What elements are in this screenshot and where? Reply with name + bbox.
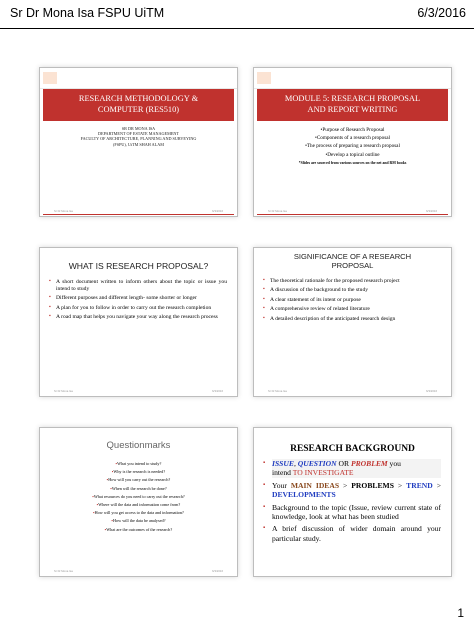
page-header bbox=[0, 0, 474, 29]
list-item: ▪ A discussion of the background to the study bbox=[270, 287, 441, 294]
list-item: ▪ Where will the data and information come from? bbox=[46, 501, 231, 509]
header-author: Sr Dr Mona Isa FSPU UiTM bbox=[10, 6, 165, 20]
slide-title: WHAT IS RESEARCH PROPOSAL? bbox=[68, 261, 209, 271]
list-item: ▪ Your MAIN IDEAS > PROBLEMS > TREND > DEVELOPMENTS bbox=[272, 481, 441, 500]
slide-bullet-list bbox=[46, 460, 231, 534]
slide-footer-author: Sr Dr Mona Isa bbox=[54, 389, 73, 393]
slide-title: RESEARCH METHODOLOGY & COMPUTER (RES510) bbox=[43, 89, 234, 121]
slide-note: *Slides are sourced from various sources on the net and RM books bbox=[298, 160, 407, 165]
list-item: ▪ ISSUE, QUESTION OR PROBLEM you intend TO INVESTIGATE bbox=[272, 459, 441, 478]
slide-6-thumbnail[interactable] bbox=[254, 428, 451, 576]
list-item: •Develop a topical outline bbox=[325, 151, 380, 158]
slide-footer-author: Sr Dr Mona Isa bbox=[268, 389, 287, 393]
slide-title: RESEARCH BACKGROUND bbox=[290, 444, 415, 454]
list-item: ▪ How will you get access to the data and information? bbox=[46, 509, 231, 517]
slide-1-thumbnail[interactable] bbox=[40, 68, 237, 216]
list-item: ▪ A detailed description of the anticipated research design bbox=[270, 316, 441, 323]
list-item: ▪ A comprehensive review of related literature bbox=[270, 306, 441, 313]
slide-footer-date: 6/3/2016 bbox=[212, 209, 223, 213]
list-item: ▪ How will the data be analysed? bbox=[46, 517, 231, 525]
slide-bullet-list bbox=[270, 278, 441, 325]
slide-decoration bbox=[257, 72, 271, 84]
list-item: •The process of preparing a research proposal bbox=[305, 143, 400, 150]
list-item: ▪ What are the outcomes of the research? bbox=[46, 526, 231, 534]
slide-4-thumbnail[interactable] bbox=[254, 248, 451, 396]
slide-2-thumbnail[interactable] bbox=[254, 68, 451, 216]
list-item: ▪ How will you carry out the research? bbox=[46, 476, 231, 484]
slide-title: MODULE 5: RESEARCH PROPOSAL AND REPORT WRITING bbox=[257, 89, 448, 121]
slide-5-thumbnail[interactable] bbox=[40, 428, 237, 576]
list-item: •Purpose of Research Proposal bbox=[320, 127, 385, 133]
list-item: •Components of a research proposal bbox=[315, 135, 390, 142]
page-number: 1 bbox=[457, 606, 464, 620]
header-date: 6/3/2016 bbox=[417, 6, 466, 20]
list-item: ▪ A short document written to inform others about the topic or issue you intend to study bbox=[56, 279, 227, 293]
slide-subtitle: SR DR MONA ISA DEPARTMENT OF ESTATE MANAGEMENT FACULTY OF ARCHITECTURE, PLANNING AND SURVEYING (FSPU), UiTM SHAH ALAM bbox=[80, 126, 197, 147]
slide-footer-date: 6/3/2016 bbox=[426, 209, 437, 213]
slide-footer-date: 6/3/2016 bbox=[426, 389, 437, 393]
list-item: ▪ A road map that helps you navigate your way along the research process bbox=[56, 314, 227, 321]
slide-footer-author: Sr Dr Mona Isa bbox=[268, 209, 287, 213]
slide-title: SIGNIFICANCE OF A RESEARCH PROPOSAL bbox=[293, 252, 412, 270]
slide-bullet-list bbox=[266, 126, 439, 165]
list-item: ▪ A clear statement of its intent or purpose bbox=[270, 297, 441, 304]
slide-title: Questionmarks bbox=[106, 440, 171, 451]
list-item: ▪ A plan for you to follow in order to carry out the research completion bbox=[56, 305, 227, 312]
slide-3-thumbnail[interactable] bbox=[40, 248, 237, 396]
list-item: ▪ What resources do you need to carry out the research? bbox=[46, 493, 231, 501]
slide-footer-date: 6/3/2016 bbox=[212, 569, 223, 573]
list-item: ▪ Why is the research is needed? bbox=[46, 468, 231, 476]
slide-footer-date: 6/3/2016 bbox=[212, 389, 223, 393]
list-item: ▪ When will the research be done? bbox=[46, 485, 231, 493]
list-item: ▪ What you intend to study? bbox=[46, 460, 231, 468]
slide-footer-author: Sr Dr Mona Isa bbox=[54, 209, 73, 213]
list-item: ▪ Background to the topic (Issue, review current state of knowledge, look at what has been studied bbox=[272, 503, 441, 522]
slide-footer-author: Sr Dr Mona Isa bbox=[54, 569, 73, 573]
list-item: ▪ A brief discussion of wider domain around your particular study. bbox=[272, 524, 441, 543]
slide-bullet-list bbox=[272, 459, 441, 546]
list-item: ▪ The theoretical rationale for the proposed research project bbox=[270, 278, 441, 285]
list-item: ▪ Different purposes and different length- some shorter or longer bbox=[56, 295, 227, 302]
slide-decoration bbox=[43, 72, 57, 84]
slide-bullet-list bbox=[56, 279, 227, 323]
